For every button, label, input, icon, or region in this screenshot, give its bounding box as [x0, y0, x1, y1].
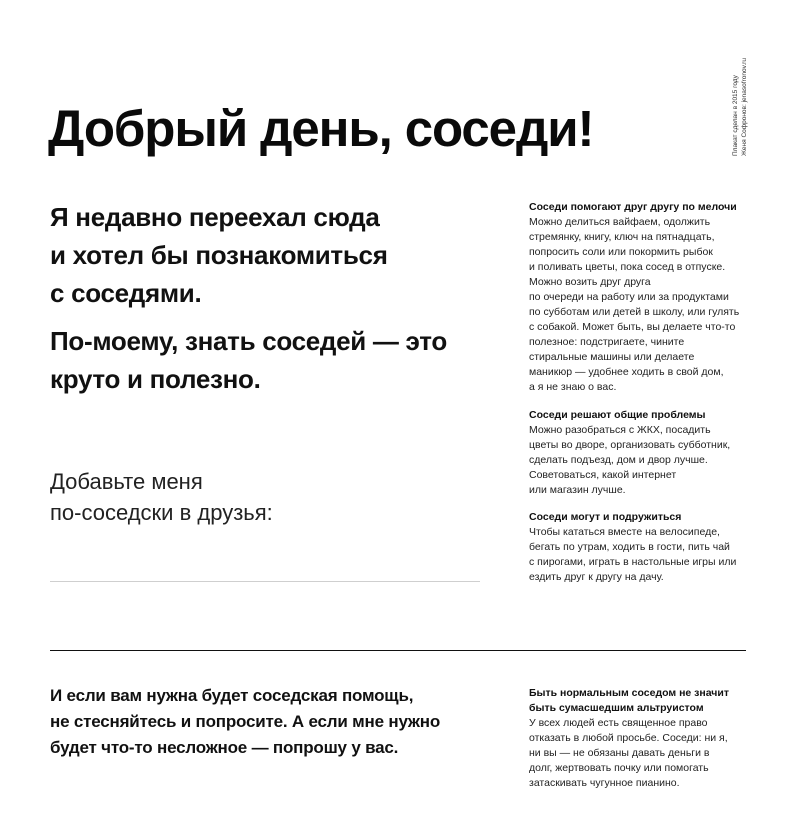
intro-paragraph [50, 198, 490, 312]
body-line: бегать по утрам, ходить в гости, пить чай [529, 541, 730, 553]
section-not-altruist [529, 686, 774, 791]
intro-line: и хотел бы познакомиться [50, 240, 388, 270]
body-line: или магазин лучше. [529, 484, 626, 496]
body-line: отказать в любой просьбе. Соседи: ни я, [529, 732, 728, 744]
section-divider [50, 650, 746, 651]
section-friendship [529, 510, 774, 585]
heading-line: Соседи могут и подружиться [529, 511, 682, 523]
body-line: маникюр — удобнее ходить в свой дом, [529, 366, 724, 378]
section-body [529, 423, 774, 498]
intro-line: По-моему, знать соседей — [50, 326, 399, 356]
closing-line: И если вам нужна будет соседская помощь, [50, 686, 414, 705]
body-line: Можно делиться вайфаем, одолжить [529, 216, 711, 228]
prompt-line: Добавьте меня [50, 469, 203, 494]
body-line: долг, жертвовать почку или помогать [529, 762, 709, 774]
body-line: ни вы — не обязаны давать деньги в [529, 747, 710, 759]
body-line: полезное: подстригаете, чините [529, 336, 685, 348]
page-title: Добрый день, соседи! [48, 100, 594, 157]
section-body [529, 525, 774, 585]
intro-line: с соседями. [50, 278, 202, 308]
intro-line: это круто и полезно. [50, 326, 447, 394]
heading-line: Быть нормальным соседом не значит [529, 687, 729, 699]
credit-line: Плакат сделан в 2015 году [732, 75, 739, 156]
heading-line: Соседи решают общие проблемы [529, 409, 706, 421]
credit-line: Женя Софронов: jenasofronov.ru [741, 58, 748, 156]
body-line: с собакой. Может быть, вы делаете что-то [529, 321, 736, 333]
section-heading [529, 686, 774, 716]
heading-line: Соседи помогают друг другу по мелочи [529, 201, 737, 213]
section-small-help [529, 200, 774, 395]
body-line: и поливать цветы, пока сосед в отпуске. [529, 261, 726, 273]
body-line: Можно возить друг друга [529, 276, 651, 288]
body-line: Советоваться, какой интернет [529, 469, 677, 481]
section-common-problems [529, 408, 774, 498]
heading-line: быть сумасшедшим альтруистом [529, 702, 704, 714]
body-line: попросить соли или покормить рыбок [529, 246, 713, 258]
closing-paragraph [50, 683, 500, 761]
body-line: У всех людей есть священное право [529, 717, 708, 729]
body-line: а я не знаю о вас. [529, 381, 617, 393]
closing-line: не стесняйтесь и попросите. А если мне нужно [50, 712, 441, 731]
body-line: сделать подъезд, дом и двор лучше. [529, 454, 708, 466]
closing-line: будет что-то несложное — попрошу у вас. [50, 738, 399, 757]
section-heading [529, 510, 774, 525]
section-body [529, 215, 774, 395]
section-heading [529, 408, 774, 423]
section-heading [529, 200, 774, 215]
body-line: Можно разобраться с ЖКХ, посадить [529, 424, 711, 436]
body-line: ездить друг к другу на дачу. [529, 571, 664, 583]
body-line: стремянку, книгу, ключ на пятнадцать, [529, 231, 715, 243]
body-line: Чтобы кататься вместе на велосипеде, [529, 526, 720, 538]
signature-write-line [50, 581, 480, 582]
add-friend-prompt [50, 466, 450, 528]
body-line: с пирогами, играть в настольные игры или [529, 556, 737, 568]
body-line: по субботам или детей в школу, или гулять [529, 306, 740, 318]
body-line: стиральные машины или делаете [529, 351, 695, 363]
intro-line: Я недавно переехал сюда [50, 202, 380, 232]
body-line: цветы во дворе, организовать субботник, [529, 439, 731, 451]
body-line: по очереди на работу или за продуктами [529, 291, 729, 303]
intro-second-paragraph [50, 322, 490, 398]
prompt-line: по-соседски в друзья: [50, 500, 273, 525]
poster-credit [731, 38, 761, 156]
body-line: затаскивать чугунное пианино. [529, 777, 680, 789]
section-body [529, 716, 774, 791]
